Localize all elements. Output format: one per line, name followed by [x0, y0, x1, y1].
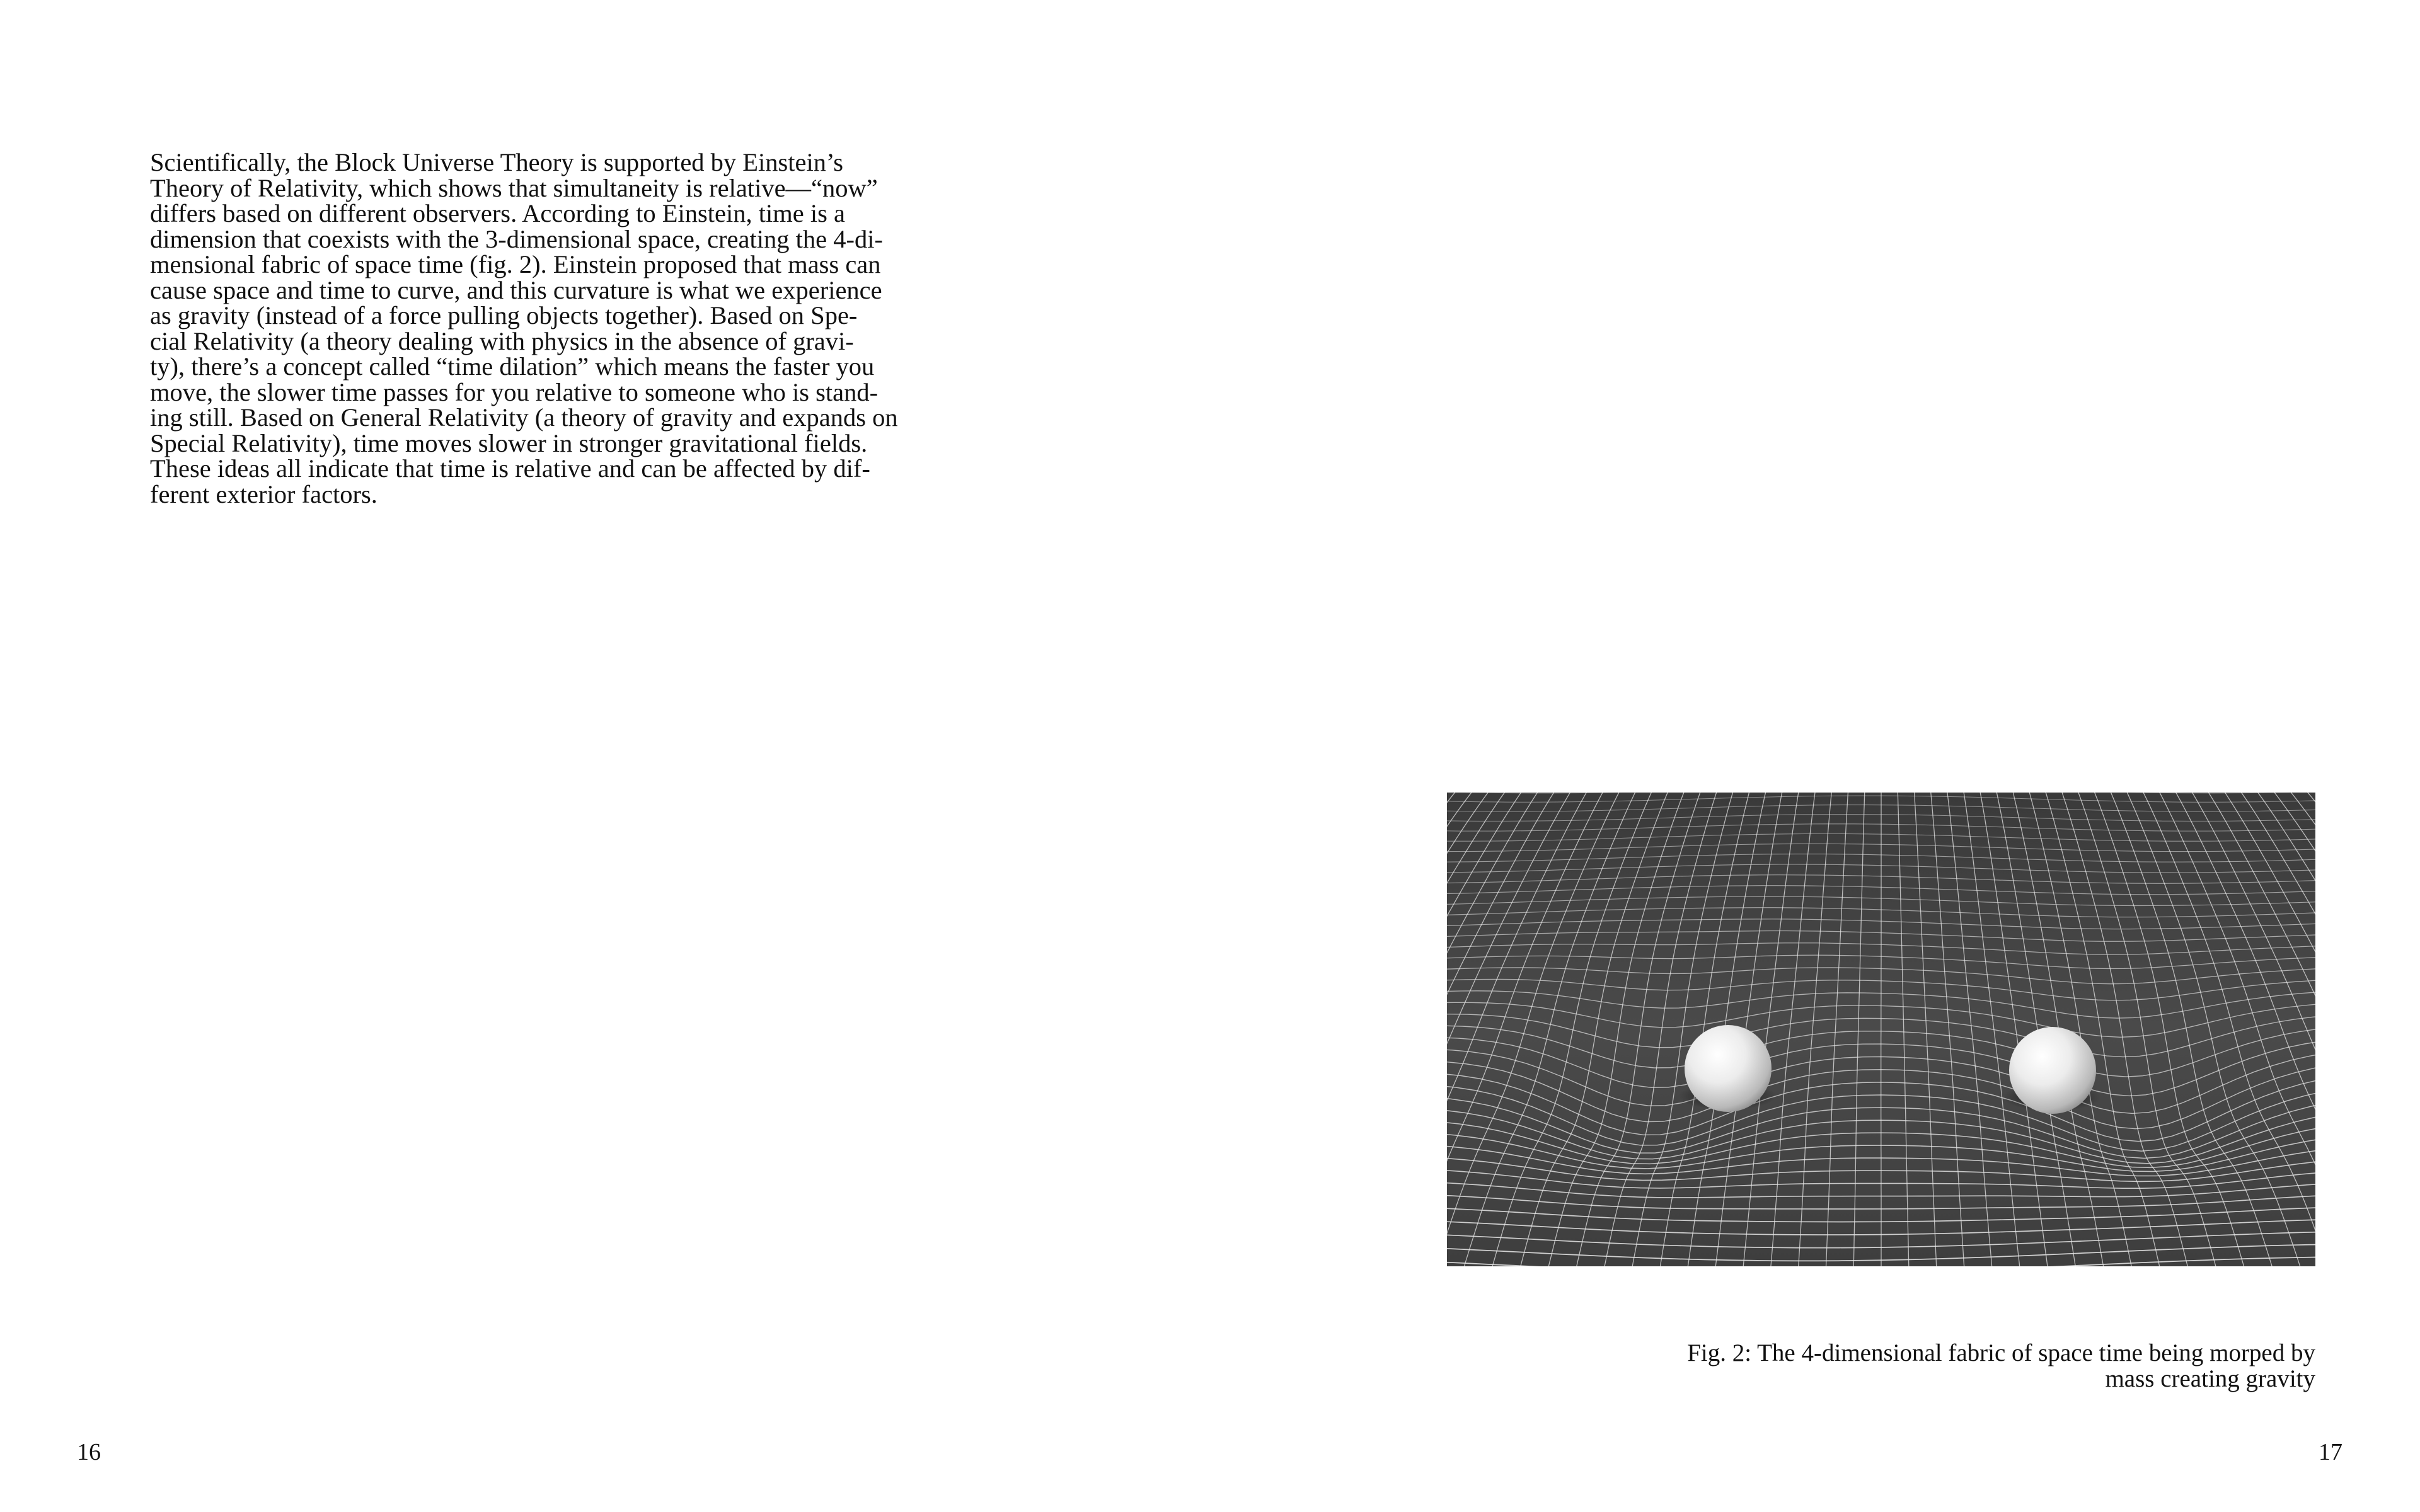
body-line: These ideas all indicate that time is relative and can be affected by dif- — [150, 454, 870, 483]
figure-2 — [1447, 793, 2315, 1266]
body-line: Special Relativity), time moves slower in stronger gravitational fields. — [150, 428, 868, 457]
body-line: differs based on different observers. According to Einstein, time is a — [150, 199, 845, 227]
right-page — [1210, 0, 2420, 1512]
mass-sphere-right — [2009, 1027, 2096, 1114]
body-line: dimension that coexists with the 3-dimensional space, creating the 4-di- — [150, 224, 883, 253]
caption-line: Fig. 2: The 4-dimensional fabric of space time being morped by — [1687, 1339, 2315, 1366]
body-line: move, the slower time passes for you relative to someone who is stand- — [150, 377, 879, 406]
figure-caption — [1559, 1340, 2315, 1392]
page-number-left: 16 — [77, 1439, 101, 1465]
body-line: cause space and time to curve, and this curvature is what we experience — [150, 275, 882, 304]
page-number-right: 17 — [2319, 1439, 2342, 1465]
body-line: Scientifically, the Block Universe Theory is supported by Einstein’s — [150, 148, 844, 176]
body-line: ing still. Based on General Relativity (a theory of gravity and expands on — [150, 403, 898, 432]
body-line: cial Relativity (a theory dealing with physics in the absence of gravi- — [150, 326, 854, 355]
body-line: mensional fabric of space time (fig. 2). Einstein proposed that mass can — [150, 250, 881, 278]
mass-sphere-left — [1685, 1025, 1772, 1112]
body-line: ferent exterior factors. — [150, 479, 377, 508]
body-paragraph — [150, 150, 926, 507]
body-line: Theory of Relativity, which shows that simultaneity is relative—“now” — [150, 173, 878, 202]
caption-line: mass creating gravity — [2105, 1365, 2315, 1392]
spacetime-grid-illustration-icon — [1447, 793, 2315, 1266]
body-line: ty), there’s a concept called “time dilation” which means the faster you — [150, 352, 875, 381]
body-line: as gravity (instead of a force pulling objects together). Based on Spe- — [150, 301, 858, 329]
